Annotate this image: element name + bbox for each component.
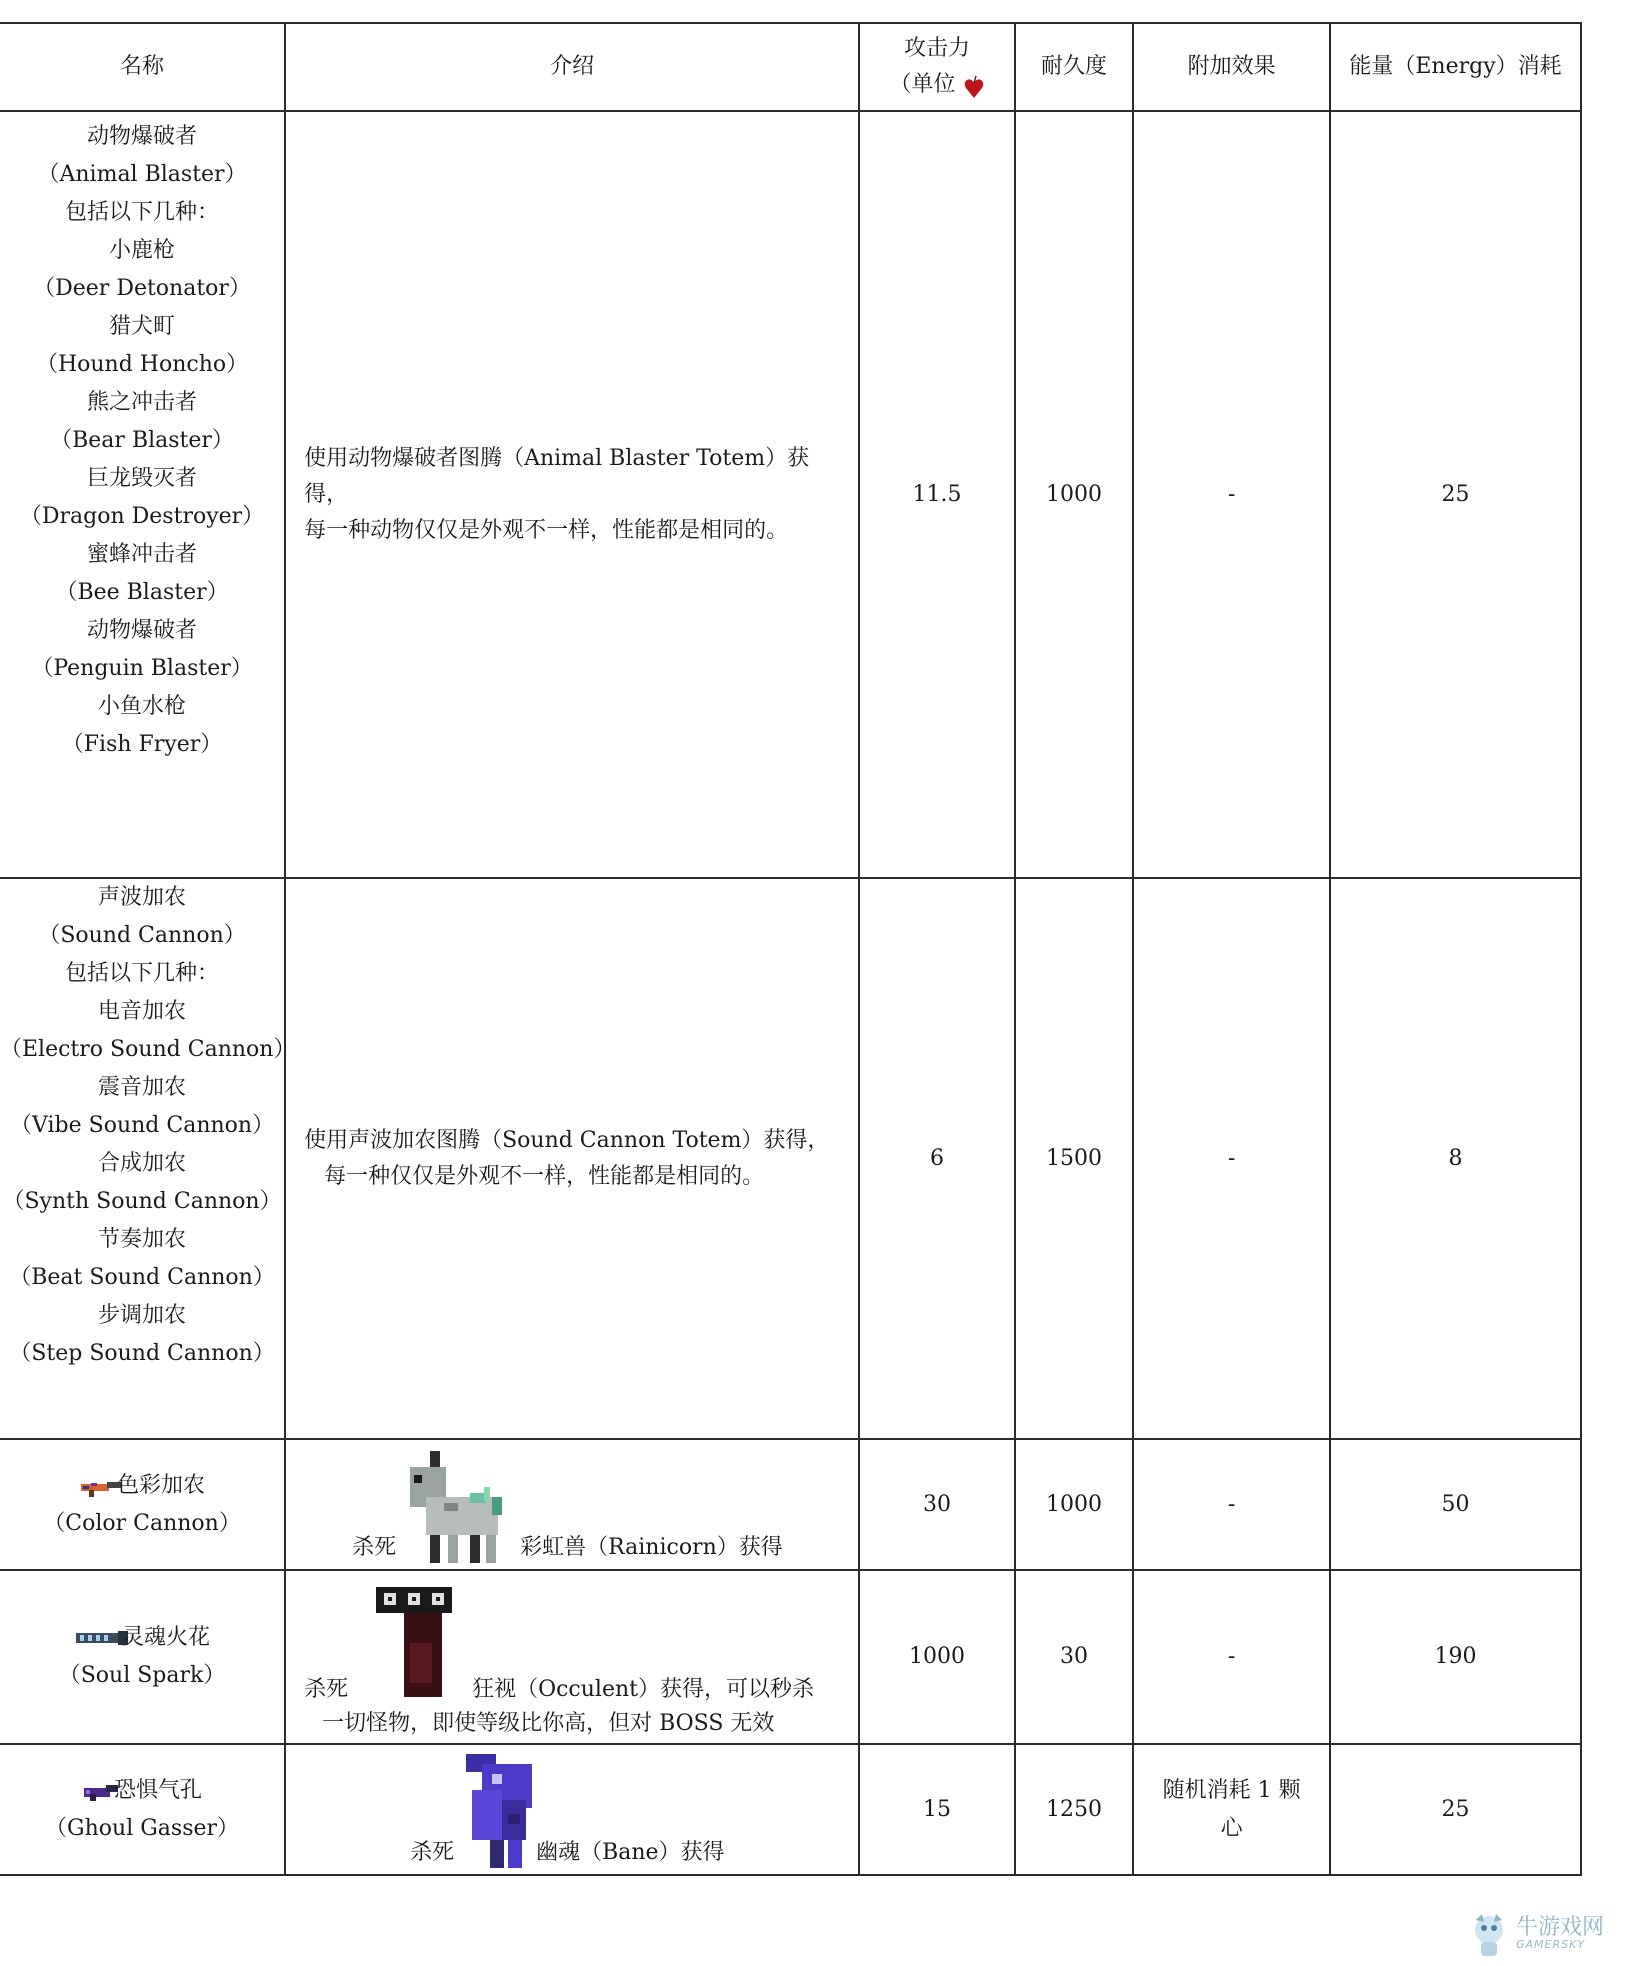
intro-with-image [286,1748,858,1874]
weapon-effect: - [1133,1570,1330,1744]
header-effect: 附加效果 [1133,23,1330,111]
weapon-durability: 1250 [1015,1744,1133,1875]
weapon-name [0,878,296,1439]
name-line: （Penguin Blaster） [31,656,253,681]
weapon-attack: 6 [859,878,1015,1439]
header-name: 名称 [0,23,285,111]
weapon-name [0,111,285,878]
name-line: 震音加农 [98,1075,187,1100]
header-attack-unit [860,67,1014,103]
name-line-with-icon [0,1619,284,1657]
name-line: 动物爆破者 [87,124,198,149]
intro-line: 使用动物爆破者图腾（Animal Blaster Totem）获得， [304,445,810,507]
header-attack-label: 攻击力 [904,36,971,61]
weapon-intro [285,1439,859,1570]
weapon-intro [285,111,859,878]
weapon-attack: 11.5 [859,111,1015,878]
name-line: 巨龙毁灭者 [87,466,198,491]
intro-pre: 杀死 [352,1535,397,1560]
header-row [0,23,1581,111]
weapon-effect: - [1133,1439,1330,1570]
name-line-text: 恐惧气孔 [114,1777,203,1803]
weapon-attack: 1000 [859,1570,1015,1744]
intro-with-image [286,1443,858,1569]
weapon-energy: 25 [1330,1744,1581,1875]
name-line: 包括以下几种： [65,961,220,986]
weapon-intro [285,878,859,1439]
watermark-sub: GAMERSKY [1516,1938,1586,1951]
weapon-energy: 190 [1330,1570,1581,1744]
header-durability: 耐久度 [1015,23,1133,111]
weapon-energy: 25 [1330,111,1581,878]
name-line: 熊之冲击者 [87,390,198,415]
name-line: （Bear Blaster） [50,428,234,453]
name-line: 合成加农 [98,1151,187,1176]
table-row [0,1570,1581,1744]
name-line: （Dragon Destroyer） [19,504,265,529]
name-line-with-icon [0,1467,284,1505]
table-row [0,1439,1581,1570]
weapon-durability: 1000 [1015,111,1133,878]
name-line: 声波加农 [98,885,187,910]
effect-line: 随机消耗 1 颗 [1162,1777,1301,1803]
rainicorn-image [404,1447,514,1565]
name-line-text: 色彩加农 [117,1472,206,1498]
name-line: （Fish Fryer） [61,732,223,757]
table-row [0,878,1581,1439]
weapon-effect: - [1133,111,1330,878]
weapon-name [0,1439,285,1570]
weapons-table [0,22,1582,1876]
name-line: （Step Sound Cannon） [9,1341,275,1366]
name-line: （Sound Cannon） [38,923,246,948]
name-line: （Synth Sound Cannon） [2,1189,282,1214]
intro-line: 使用声波加农图腾（Sound Cannon Totem）获得， [304,1127,830,1153]
header-attack [859,23,1015,111]
name-line: （Soul Spark） [58,1663,226,1688]
weapon-effect [1133,1744,1330,1875]
bane-image [462,1750,542,1870]
intro-pre: 杀死 [410,1840,455,1865]
weapon-name [0,1744,285,1875]
name-line: 小鹿枪 [109,238,176,263]
effect-line: 心 [1220,1815,1243,1841]
intro-line2: 一切怪物，即使等级比你高，但对 BOSS 无效 [322,1711,775,1736]
name-line: 步调加农 [98,1303,187,1328]
intro-post: 幽魂（Bane）获得 [536,1840,725,1865]
name-line-text: 灵魂火花 [122,1625,211,1650]
weapon-effect: - [1133,878,1330,1439]
weapon-durability: 30 [1015,1570,1133,1744]
name-line: （Vibe Sound Cannon） [10,1113,275,1138]
weapon-intro [285,1744,859,1875]
intro-line: 每一种动物仅仅是外观不一样，性能都是相同的。 [304,517,789,543]
name-line: 包括以下几种： [65,200,220,225]
name-line-with-icon [0,1772,284,1810]
name-line: （Color Cannon） [43,1510,241,1536]
occulent-image [374,1583,454,1699]
intro-line: 每一种仅仅是外观不一样，性能都是相同的。 [324,1163,765,1189]
weapon-attack: 30 [859,1439,1015,1570]
weapon-durability: 1500 [1015,878,1133,1439]
weapon-durability: 1000 [1015,1439,1133,1570]
name-line: （Electro Sound Cannon） [0,1037,296,1062]
header-attack-unit-text: （单位 [889,72,956,97]
name-line: 小鱼水枪 [98,694,187,719]
weapon-intro [285,1570,859,1744]
name-line: 蜜蜂冲击者 [87,542,198,567]
watermark [1466,1910,1616,1960]
header-energy: 能量（Energy）消耗 [1330,23,1581,111]
name-line: 动物爆破者 [87,618,198,643]
name-line: 节奏加农 [98,1227,187,1252]
name-line: 电音加农 [98,999,187,1024]
header-intro: 介绍 [285,23,859,111]
intro-post: 狂视（Occulent）获得，可以秒杀 [472,1677,814,1702]
name-line: （Ghoul Gasser） [45,1815,240,1841]
name-line: （Bee Blaster） [55,580,229,605]
weapon-attack: 15 [859,1744,1015,1875]
name-line: （Deer Detonator） [33,276,251,301]
name-line: 猎犬町 [109,314,176,339]
intro-with-image [286,1575,858,1743]
watermark-title: 牛游戏网 [1516,1915,1605,1940]
weapon-name [0,1570,285,1744]
heart-icon [963,74,985,96]
name-line: （Animal Blaster） [37,162,247,187]
weapon-energy: 50 [1330,1439,1581,1570]
table-row [0,1744,1581,1875]
weapon-energy: 8 [1330,878,1581,1439]
intro-post: 彩虹兽（Rainicorn）获得 [520,1535,783,1560]
intro-pre: 杀死 [304,1677,349,1702]
name-line: （Hound Honcho） [35,352,249,377]
name-line: （Beat Sound Cannon） [9,1265,275,1290]
mascot-icon [1466,1912,1512,1958]
table-row [0,111,1581,878]
